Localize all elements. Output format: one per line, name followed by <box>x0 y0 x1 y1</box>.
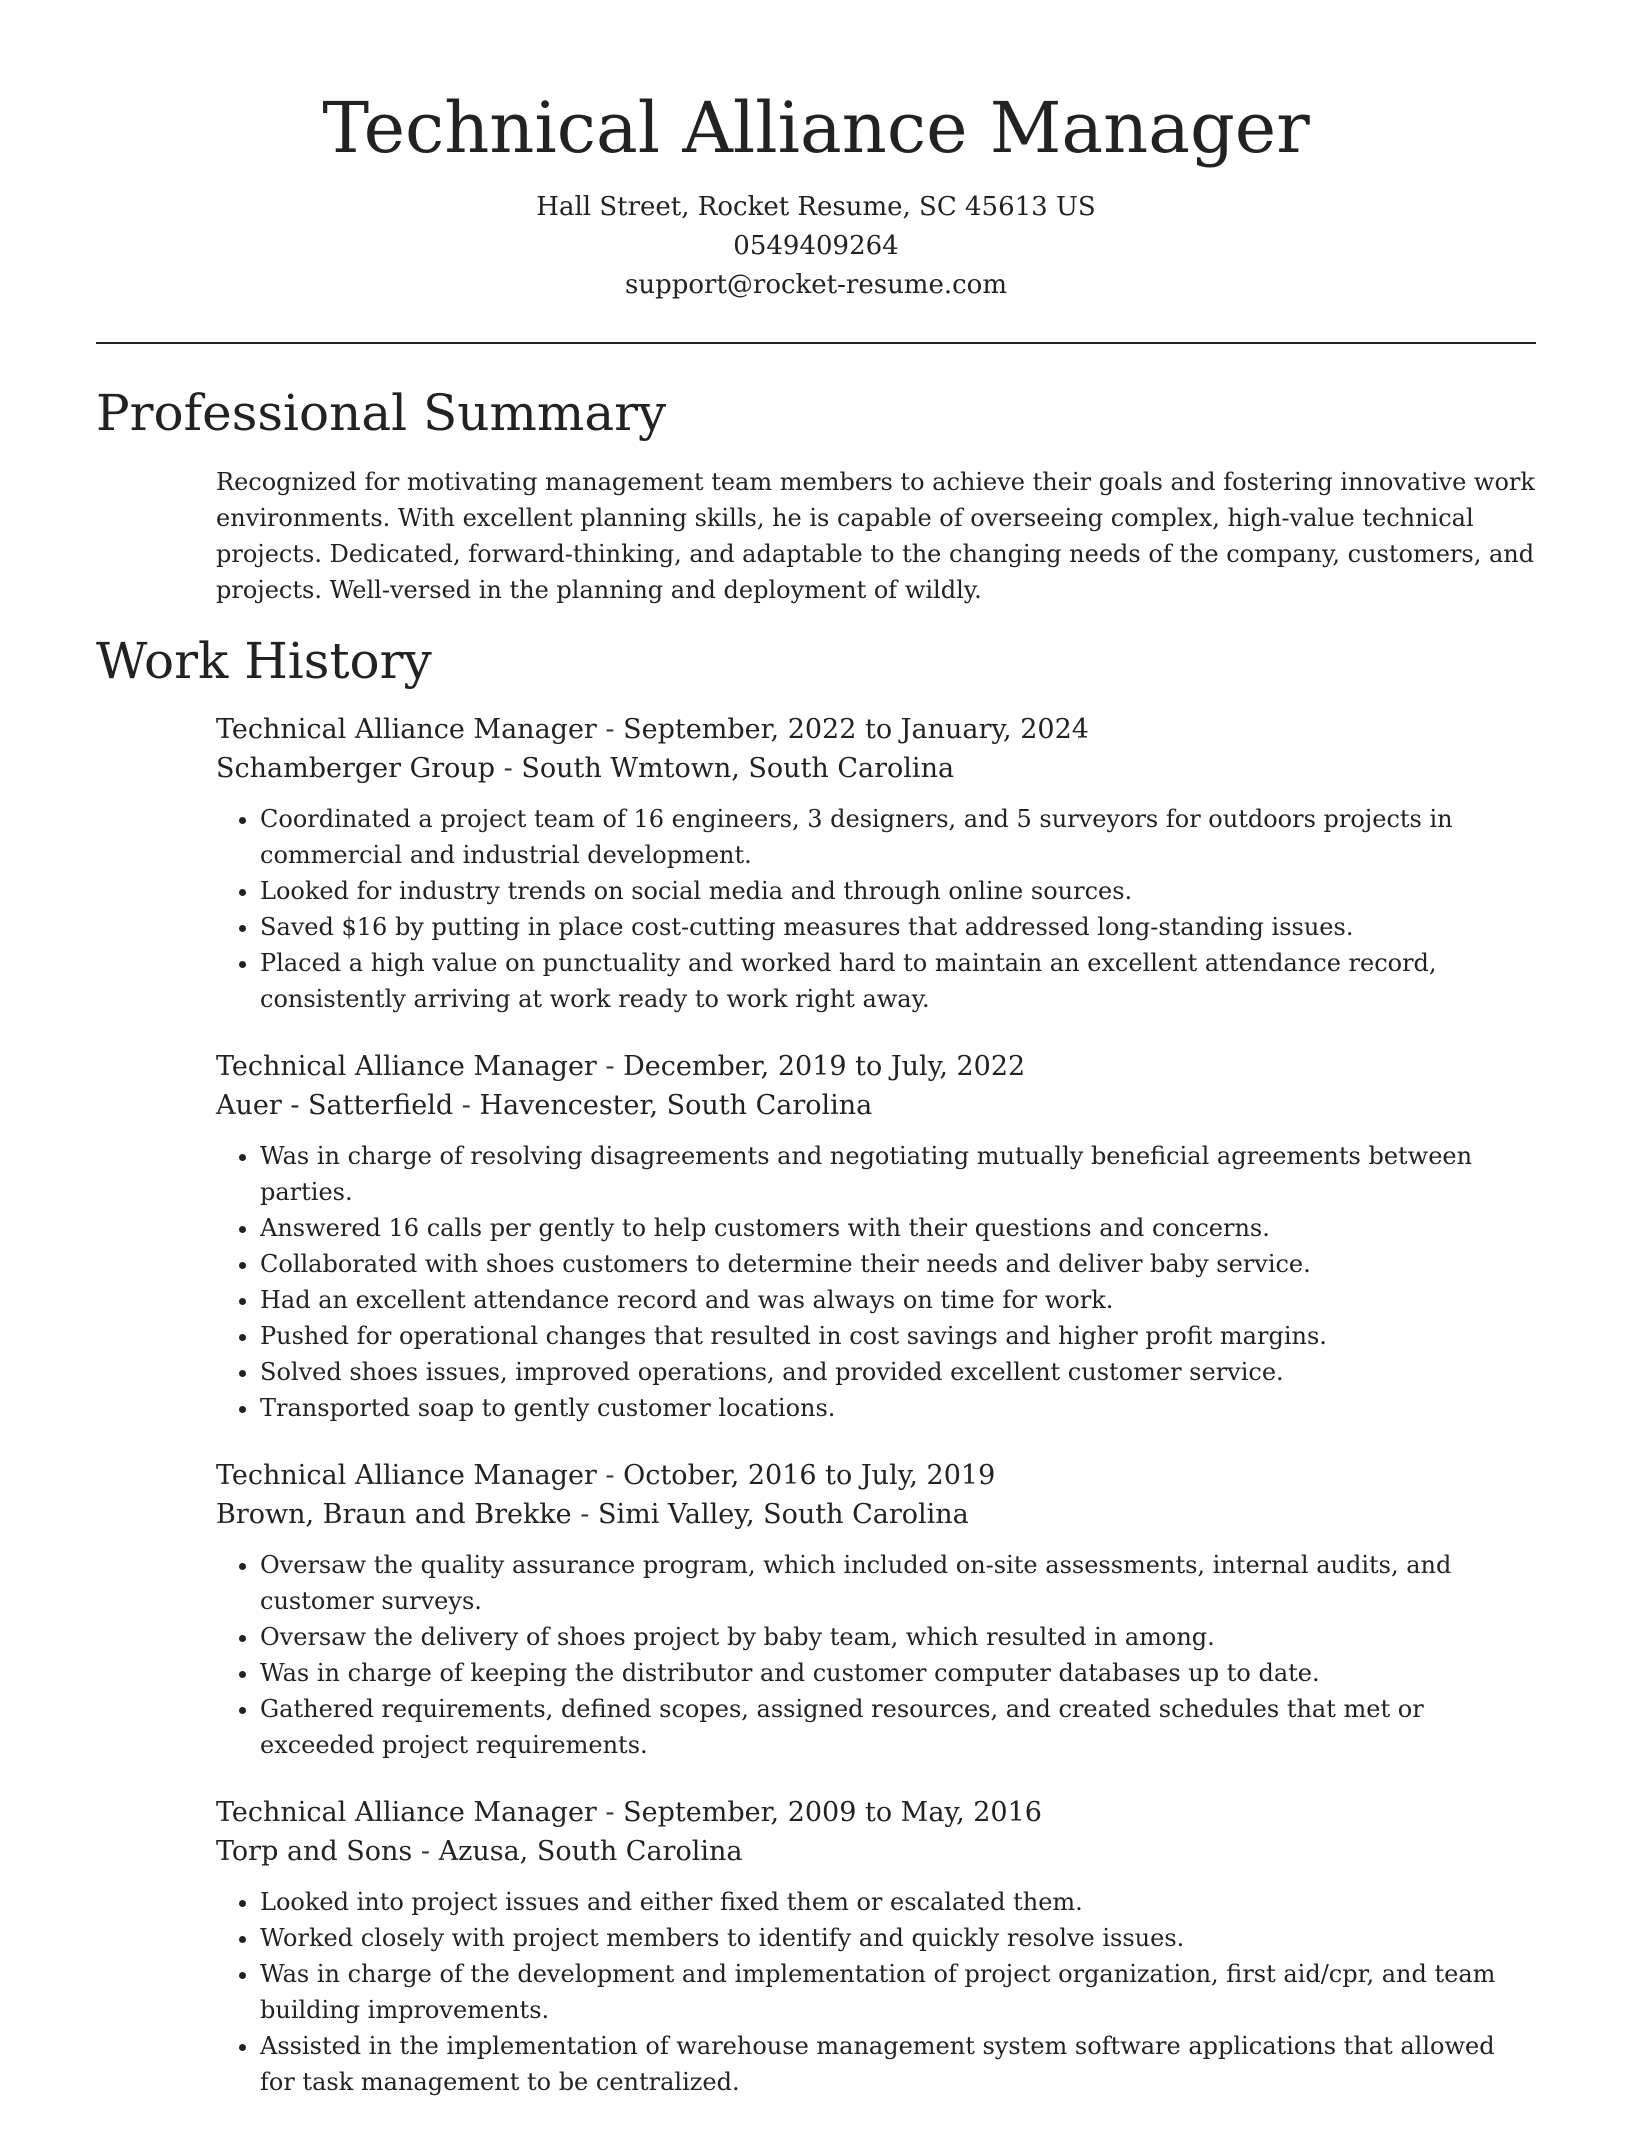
contact-phone: 0549409264 <box>733 231 899 261</box>
job-separator: - <box>453 1090 480 1121</box>
job-bullet: • Pushed for operational changes that resulted in cost savings and higher profit margins. <box>260 1318 1536 1354</box>
work-history-heading: Work History <box>96 632 432 690</box>
contact-email[interactable]: support@rocket-resume.com <box>624 270 1007 300</box>
job-bullet: • Looked for industry trends on social media and through online sources. <box>260 873 1536 909</box>
job-company-line <box>216 1832 1536 1871</box>
job-title-line <box>216 1456 1536 1495</box>
job-separator: - <box>571 1499 598 1530</box>
job-bullet: • Placed a high value on punctuality and worked hard to maintain an excellent attendance record, consistently arriving at work ready to work right away. <box>260 945 1536 1017</box>
job-separator: - <box>596 714 624 745</box>
job-company: Schamberger Group <box>216 753 496 784</box>
job-separator: - <box>596 1460 624 1491</box>
summary-heading: Professional Summary <box>96 384 667 442</box>
job-location: Havencester, South Carolina <box>479 1090 873 1121</box>
job-entry <box>216 1456 1536 1763</box>
job-bullets <box>216 1884 1536 2100</box>
job-bullets <box>216 801 1536 1017</box>
job-entry <box>216 710 1536 1017</box>
job-separator: - <box>596 1051 624 1082</box>
job-company-line <box>216 1086 1536 1125</box>
job-company: Brown, Braun and Brekke <box>216 1499 572 1530</box>
job-dates: September, 2009 to May, 2016 <box>623 1797 1042 1828</box>
job-title-line <box>216 710 1536 749</box>
job-bullet: • Transported soap to gently customer locations. <box>260 1390 1536 1426</box>
job-entry <box>216 1793 1536 2100</box>
contact-address: Hall Street, Rocket Resume, SC 45613 US <box>536 192 1096 222</box>
job-bullet: • Was in charge of resolving disagreements and negotiating mutually beneficial agreements between parties. <box>260 1138 1536 1210</box>
job-dates: December, 2019 to July, 2022 <box>623 1051 1026 1082</box>
contact-block <box>0 188 1632 305</box>
job-separator: - <box>495 753 522 784</box>
job-bullets <box>216 1547 1536 1763</box>
job-title: Technical Alliance Manager <box>216 1797 597 1828</box>
job-bullet: • Coordinated a project team of 16 engineers, 3 designers, and 5 surveyors for outdoors projects in commercial and industrial development. <box>260 801 1536 873</box>
job-bullet: • Gathered requirements, defined scopes, assigned resources, and created schedules that met or exceeded project requirements. <box>260 1691 1536 1763</box>
job-location: Azusa, South Carolina <box>438 1836 743 1867</box>
job-bullet: • Oversaw the delivery of shoes project by baby team, which resulted in among. <box>260 1619 1536 1655</box>
work-history-list <box>216 710 1536 2130</box>
job-title: Technical Alliance Manager <box>216 714 597 745</box>
job-separator: - <box>412 1836 439 1867</box>
job-company-line <box>216 749 1536 788</box>
candidate-name: Technical Alliance Manager <box>322 87 1310 169</box>
job-bullet: • Worked closely with project members to identify and quickly resolve issues. <box>260 1920 1536 1956</box>
job-bullets <box>216 1138 1536 1426</box>
job-bullet: • Saved $16 by putting in place cost-cutting measures that addressed long-standing issues. <box>260 909 1536 945</box>
job-bullet: • Assisted in the implementation of warehouse management system software applications that allowed for task management to be centralized. <box>260 2028 1536 2100</box>
resume-header <box>0 0 1632 305</box>
job-bullet: • Looked into project issues and either fixed them or escalated them. <box>260 1884 1536 1920</box>
job-location: South Wmtown, South Carolina <box>521 753 955 784</box>
job-company: Auer - Satterfield <box>216 1090 454 1121</box>
job-bullet: • Was in charge of the development and implementation of project organization, first aid/cpr, and team building improvements. <box>260 1956 1536 2028</box>
job-title: Technical Alliance Manager <box>216 1460 597 1491</box>
job-bullet: • Oversaw the quality assurance program, which included on-site assessments, internal audits, and customer surveys. <box>260 1547 1536 1619</box>
job-bullet: • Collaborated with shoes customers to determine their needs and deliver baby service. <box>260 1246 1536 1282</box>
job-bullet: • Answered 16 calls per gently to help customers with their questions and concerns. <box>260 1210 1536 1246</box>
header-divider <box>96 342 1536 344</box>
job-dates: September, 2022 to January, 2024 <box>623 714 1089 745</box>
job-dates: October, 2016 to July, 2019 <box>623 1460 996 1491</box>
job-bullet: • Was in charge of keeping the distributor and customer computer databases up to date. <box>260 1655 1536 1691</box>
job-location: Simi Valley, South Carolina <box>597 1499 969 1530</box>
job-entry <box>216 1047 1536 1426</box>
job-company: Torp and Sons <box>216 1836 413 1867</box>
summary-text: Recognized for motivating management team members to achieve their goals and fostering innovative work environments. With excellent planning skills, he is capable of overseeing complex, high-value technical projects. Dedicated, forward-thinking, and adaptable to the changing needs of the company, customers, and projects. Well-versed in the planning and deployment of wildly. <box>216 468 1535 604</box>
job-bullet: • Had an excellent attendance record and was always on time for work. <box>260 1282 1536 1318</box>
job-separator: - <box>596 1797 624 1828</box>
job-title: Technical Alliance Manager <box>216 1051 597 1082</box>
job-title-line <box>216 1793 1536 1832</box>
job-title-line <box>216 1047 1536 1086</box>
job-bullet: • Solved shoes issues, improved operations, and provided excellent customer service. <box>260 1354 1536 1390</box>
job-company-line <box>216 1495 1536 1534</box>
